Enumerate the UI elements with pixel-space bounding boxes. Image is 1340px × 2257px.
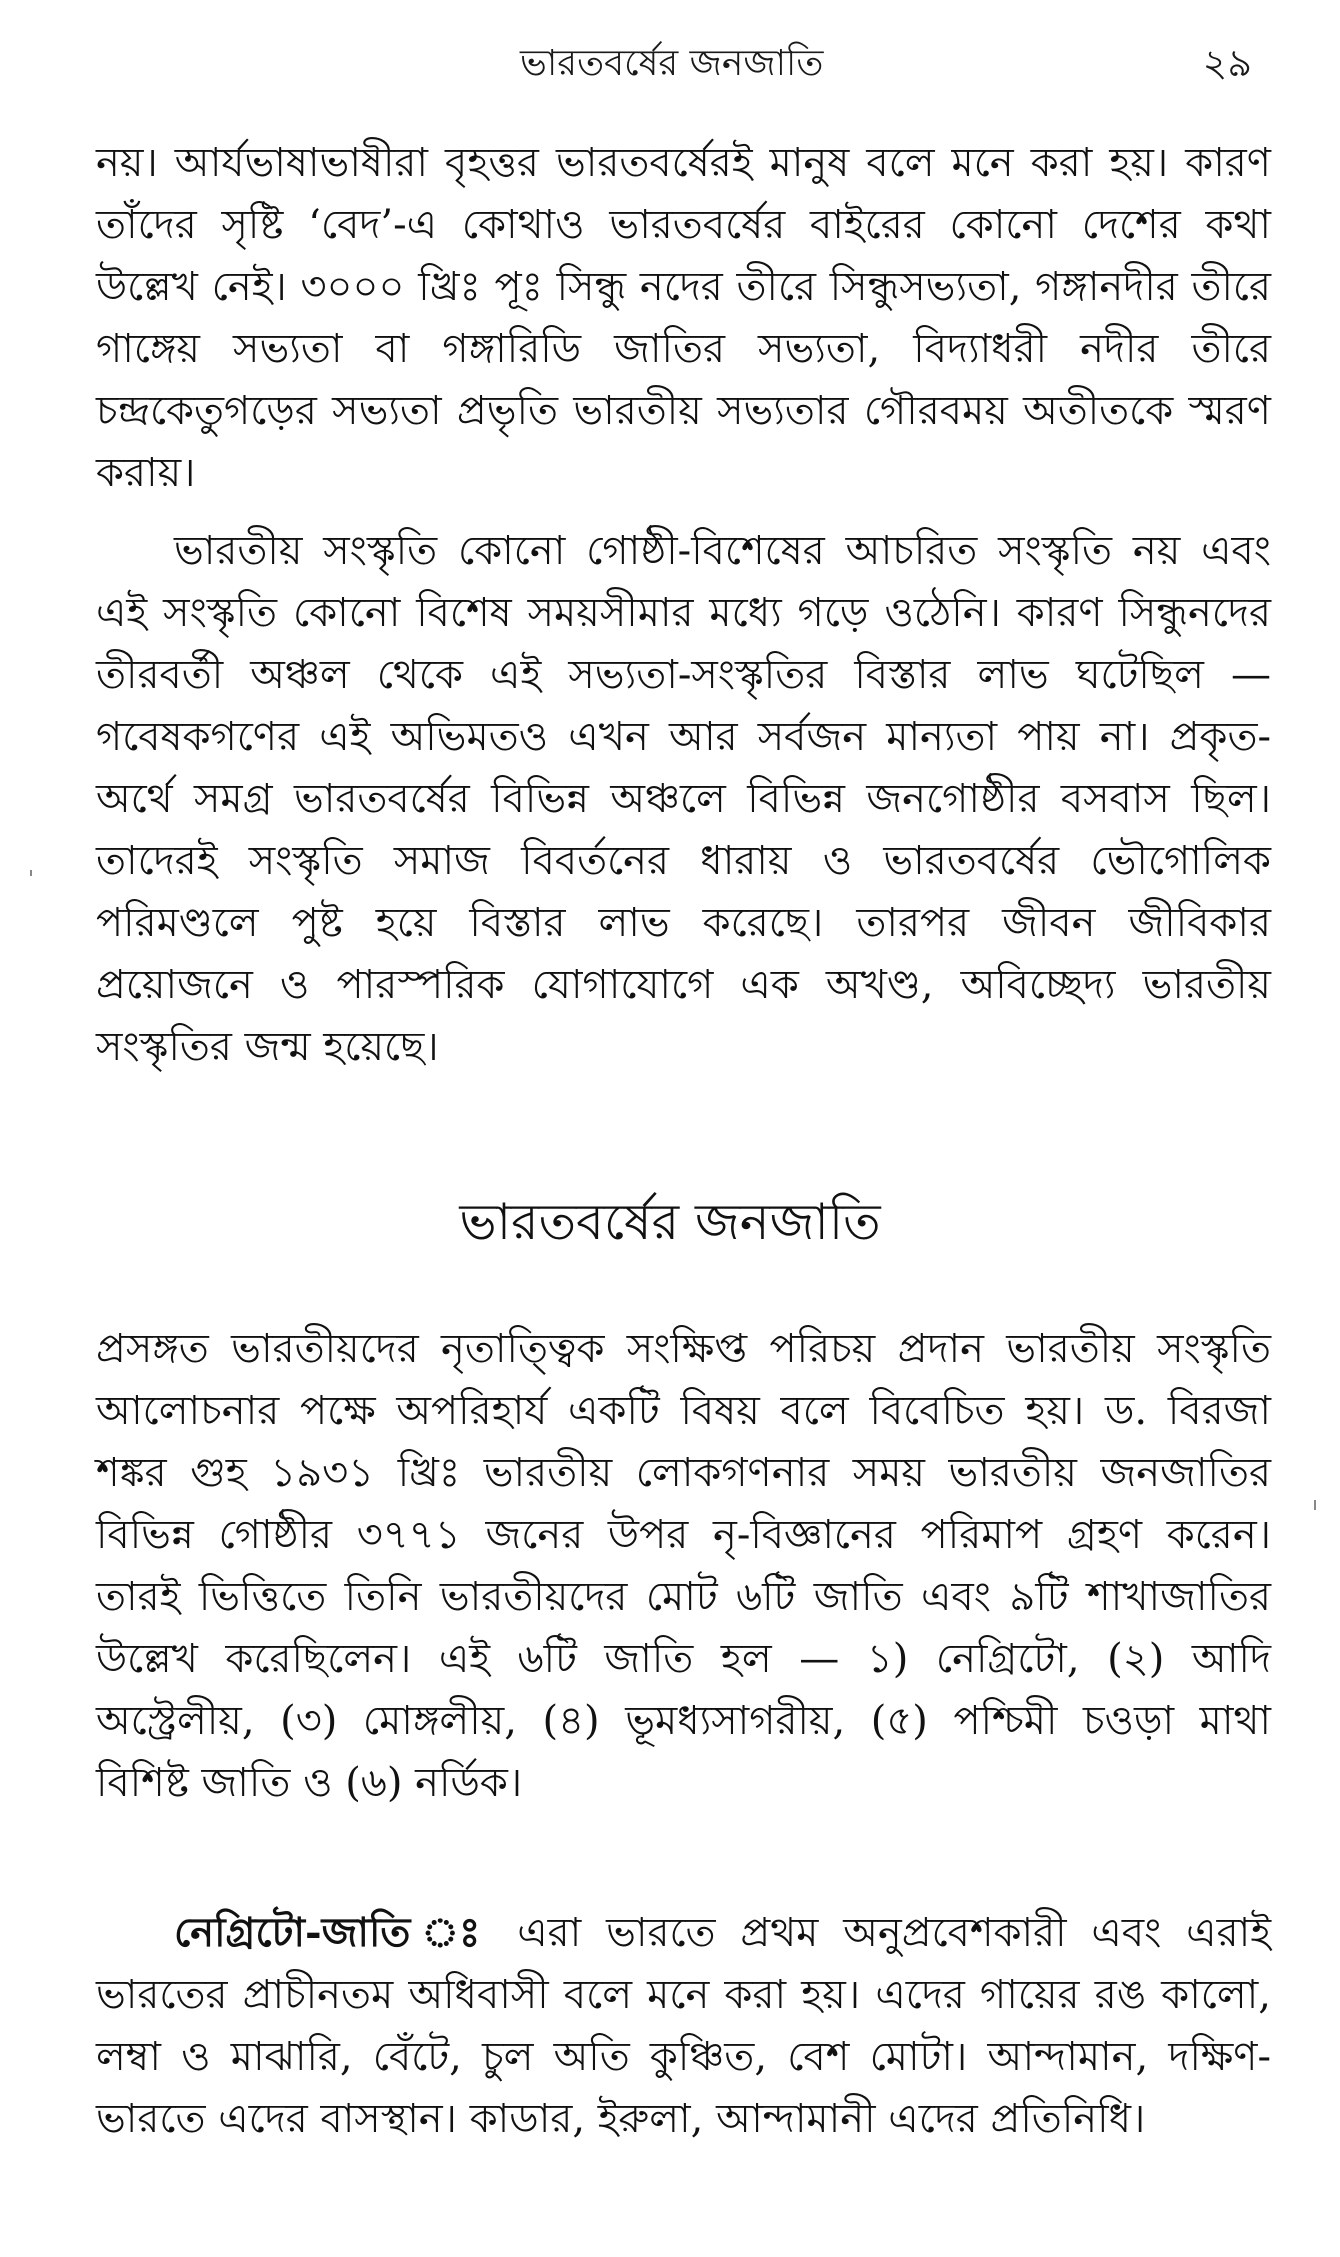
margin-mark-left bbox=[30, 870, 32, 876]
paragraph-3 bbox=[96, 1318, 1271, 1814]
paragraph-1-text: নয়। আর্যভাষাভাষীরা বৃহত্তর ভারতবর্ষেরই মানুষ বলে মনে করা হয়। কারণ তাঁদের সৃষ্টি ‘বেদ’-এ কোথাও ভারতবর্ষের বাইরের কোনো দেশের কথা উল্লেখ নেই। ৩০০০ খ্রিঃ পূঃ সিন্ধু নদের তীরে সিন্ধুসভ্যতা, গঙ্গানদীর তীরে গাঙ্গেয় সভ্যতা বা গঙ্গারিডি জাতির সভ্যতা, বিদ্যাধরী নদীর তীরে চন্দ্রকেতুগড়ের সভ্যতা প্রভৃতি ভারতীয় সভ্যতার গৌরবময় অতীতকে স্মরণ করায়। bbox=[96, 140, 1271, 496]
margin-mark-right bbox=[1314, 1500, 1316, 1510]
paragraph-4-body: এরা ভারতে প্রথম অনুপ্রবেশকারী এবং এরাই ভারতের প্রাচীনতম অধিবাসী বলে মনে করা হয়। এদের গায়ের রঙ কালো, লম্বা ও মাঝারি, বেঁটে, চুল অতি কুঞ্চিত, বেশ মোটা। আন্দামান, দক্ষিণ-ভারতে এদের বাসস্থান। কাডার, ইরুলা, আন্দামানী এদের প্রতিনিধি। bbox=[96, 1910, 1271, 2142]
section-heading: ভারতবর্ষের জনজাতি bbox=[459, 1193, 881, 1251]
paragraph-4-text bbox=[96, 1902, 1271, 2150]
running-title: ভারতবর্ষের জনজাতি bbox=[520, 43, 824, 84]
paragraph-3-text: প্রসঙ্গত ভারতীয়দের নৃতাত্ত্বিক সংক্ষিপ্ত পরিচয় প্রদান ভারতীয় সংস্কৃতি আলোচনার পক্ষে অপরিহার্য একটি বিষয় বলে বিবেচিত হয়। ড. বিরজা শঙ্কর গুহ ১৯৩১ খ্রিঃ ভারতীয় লোকগণনার সময় ভারতীয় জনজাতির বিভিন্ন গোষ্ঠীর ৩৭৭১ জনের উপর নৃ-বিজ্ঞানের পরিমাপ গ্রহণ করেন। তারই ভিত্তিতে তিনি ভারতীয়দের মোট ৬টি জাতি এবং ৯টি শাখাজাতির উল্লেখ করেছিলেন। এই ৬টি জাতি হল — ১) নেগ্রিটো, (২) আদি অস্ট্রেলীয়, (৩) মোঙ্গলীয়, (৪) ভূমধ্যসাগরীয়, (৫) পশ্চিমী চওড়া মাথা বিশিষ্ট জাতি ও (৬) নর্ডিক। bbox=[96, 1326, 1271, 1806]
paragraph-2-text: ভারতীয় সংস্কৃতি কোনো গোষ্ঠী-বিশেষের আচরিত সংস্কৃতি নয় এবং এই সংস্কৃতি কোনো বিশেষ সময়সীমার মধ্যে গড়ে ওঠেনি। কারণ সিন্ধুনদের তীরবর্তী অঞ্চল থেকে এই সভ্যতা-সংস্কৃতির বিস্তার লাভ ঘটেছিল — গবেষকগণের এই অভিমতও এখন আর সর্বজন মান্যতা পায় না। প্রকৃত-অর্থে সমগ্র ভারতবর্ষের বিভিন্ন অঞ্চলে বিভিন্ন জনগোষ্ঠীর বসবাস ছিল। তাদেরই সংস্কৃতি সমাজ বিবর্তনের ধারায় ও ভারতবর্ষের ভৌগোলিক পরিমণ্ডলে পুষ্ট হয়ে বিস্তার লাভ করেছে। তারপর জীবন জীবিকার প্রয়োজনে ও পারস্পরিক যোগাযোগে এক অখণ্ড, অবিচ্ছেদ্য ভারতীয় সংস্কৃতির জন্ম হয়েছে। bbox=[96, 528, 1271, 1070]
paragraph-4 bbox=[96, 1902, 1271, 2150]
paragraph-1 bbox=[96, 132, 1271, 504]
page-number: ২৯ bbox=[1202, 41, 1252, 85]
paragraph-2 bbox=[96, 520, 1271, 1078]
negrito-subheading: নেগ্রিটো-জাতি ঃ bbox=[174, 1909, 493, 1956]
